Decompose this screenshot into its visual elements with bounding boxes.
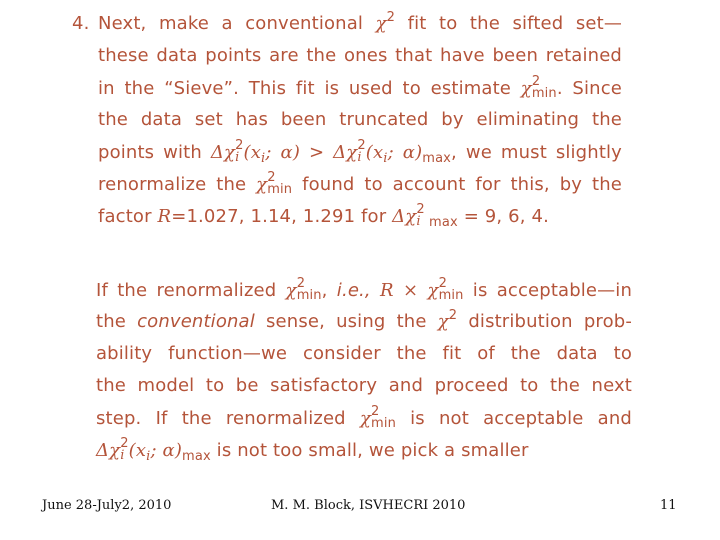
para-line-5: step. If the renormalized χ 2 min is not acceptable and (96, 404, 632, 431)
item-number: 4. (72, 13, 90, 34)
para-line-1: If the renormalized χ 2 min , i.e., R × χ 2 min is acceptable—in (96, 276, 633, 303)
item-line-5: points with Δχ 2 i ($x_i$; α) > Δχ 2 i ($x_i$; $\alpha)_{max}$, we must slightly (98, 138, 622, 166)
item-line-7: factor R=1.027, 1.14, 1.291 for Δχ 2 i $_{max}$ = 9, 6, 4. (98, 202, 549, 230)
item-line-6: renormalize the χ 2 min found to account for this, by the (98, 170, 622, 197)
item-line-2: these data points are the ones that have been retained (98, 45, 622, 66)
item-line-1: Next, make a conventional $\chi^2$ fit to the sifted set— (98, 10, 622, 34)
footer-author: M. M. Block, ISVHECRI 2010 (271, 498, 466, 513)
para-line-3: ability function—we consider the fit of the data to (96, 343, 632, 364)
footer-date: June 28-July2, 2010 (42, 498, 172, 513)
item-line-3: in the “Sieve”. This fit is used to estimate χ 2 min . Since (98, 74, 622, 101)
item-line-4: the data set has been truncated by eliminating the (98, 109, 622, 130)
para-line-6: Δχ 2 i ($x_i$; $\alpha)_{max}$ is not too small, we pick a smaller (96, 436, 529, 464)
para-line-4: the model to be satisfactory and proceed to the next (96, 375, 632, 396)
footer-page-number: 11 (660, 498, 677, 513)
para-line-2: the conventional sense, using the $\chi^2$ distribution prob- (96, 308, 632, 332)
